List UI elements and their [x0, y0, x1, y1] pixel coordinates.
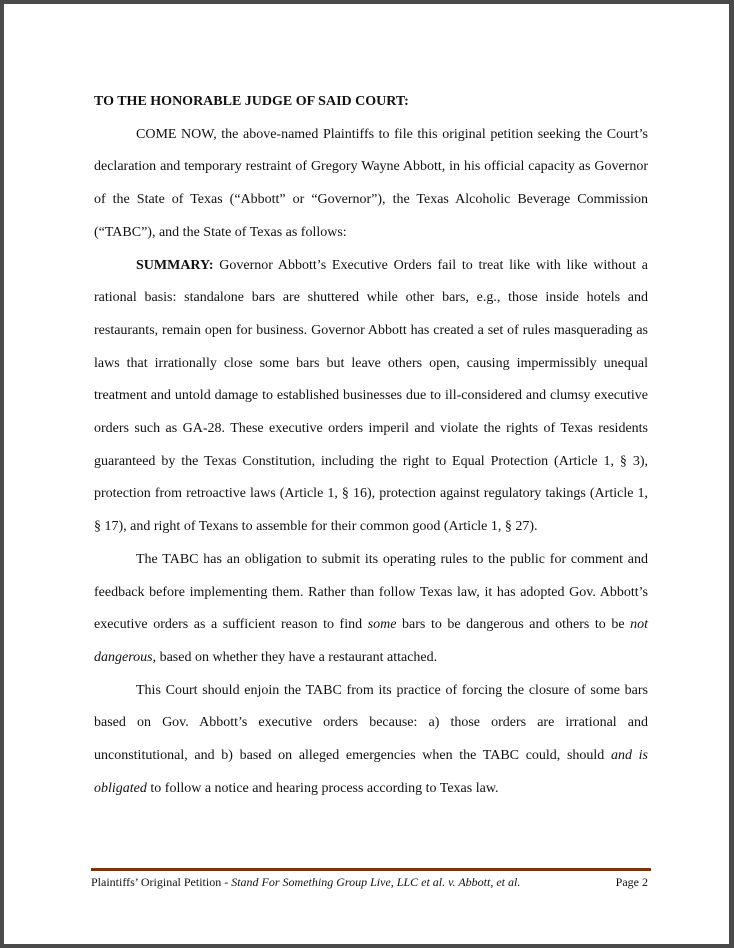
intro-paragraph: [94, 119, 648, 250]
intro-text: COME NOW, the above-named Plaintiffs to file this original petition seeking the Court’s declaration and temporary restraint of Gregory Wayne Abbott, in his official capacity as Governor of the State of Texas (“Abbott” or “Governor”), the Texas Alcoholic Beverage Commission (“TABC”), and the State of Texas as follows:: [94, 126, 648, 240]
footer-title: Plaintiffs’ Original Petition -: [91, 875, 232, 889]
tabc-emphasis-some: some: [367, 617, 397, 633]
footer-caption: [91, 875, 520, 890]
tabc-emphasis-not-dangerous: not dangerous: [94, 617, 649, 665]
page-footer: [91, 875, 648, 890]
enjoin-text-b: to follow a notice and hearing process according to Texas law.: [146, 780, 499, 796]
enjoin-emphasis: and is obligated: [94, 748, 648, 796]
tabc-text-a: The TABC has an obligation to submit its operating rules to the public for comment and feedback before implementing them. Rather than follow Texas law, it has adopted Gov. Abbott’s executive orders as a sufficient reason to find: [94, 551, 648, 633]
tabc-text-c: , based on whether they have a restaurant attached.: [152, 649, 438, 665]
tabc-paragraph: [94, 544, 648, 675]
footer-case-name: Stand For Something Group Live, LLC et al. v. Abbott, et al.: [231, 875, 521, 889]
summary-text: Governor Abbott’s Executive Orders fail to treat like with like without a rational basis: standalone bars are shuttered while other bars, e.g., those inside hotels and restaurants, remain open for business. Governor Abbott has created a set of rules masquerading as laws that irrationally close some bars but leave others open, causing impermissibly unequal treatment and untold damage to established businesses due to ill-considered and clumsy executive orders such as GA-28. These executive orders imperil and violate the rights of Texas residents guaranteed by the Texas Constitution, including the right to Equal Protection (Article 1, § 3), protection from retroactive laws (Article 1, § 16), protection against regulatory takings (Article 1, § 17), and right of Texans to assemble for their common good (Article 1, § 27).: [94, 257, 648, 535]
enjoin-paragraph: [94, 675, 648, 806]
document-body: [94, 86, 648, 805]
court-heading: TO THE HONORABLE JUDGE OF SAID COURT:: [94, 94, 409, 109]
enjoin-text-a: This Court should enjoin the TABC from its practice of forcing the closure of some bars based on Gov. Abbott’s executive orders because: a) those orders are irrational and unconstitutional, and b) based on alleged emergencies when the TABC could, should: [94, 682, 648, 764]
summary-label: SUMMARY:: [136, 257, 214, 273]
footer-divider: [91, 868, 651, 871]
tabc-text-b: bars to be dangerous and others to be: [396, 617, 631, 633]
summary-paragraph: [94, 250, 648, 544]
page-number: Page 2: [615, 875, 648, 889]
